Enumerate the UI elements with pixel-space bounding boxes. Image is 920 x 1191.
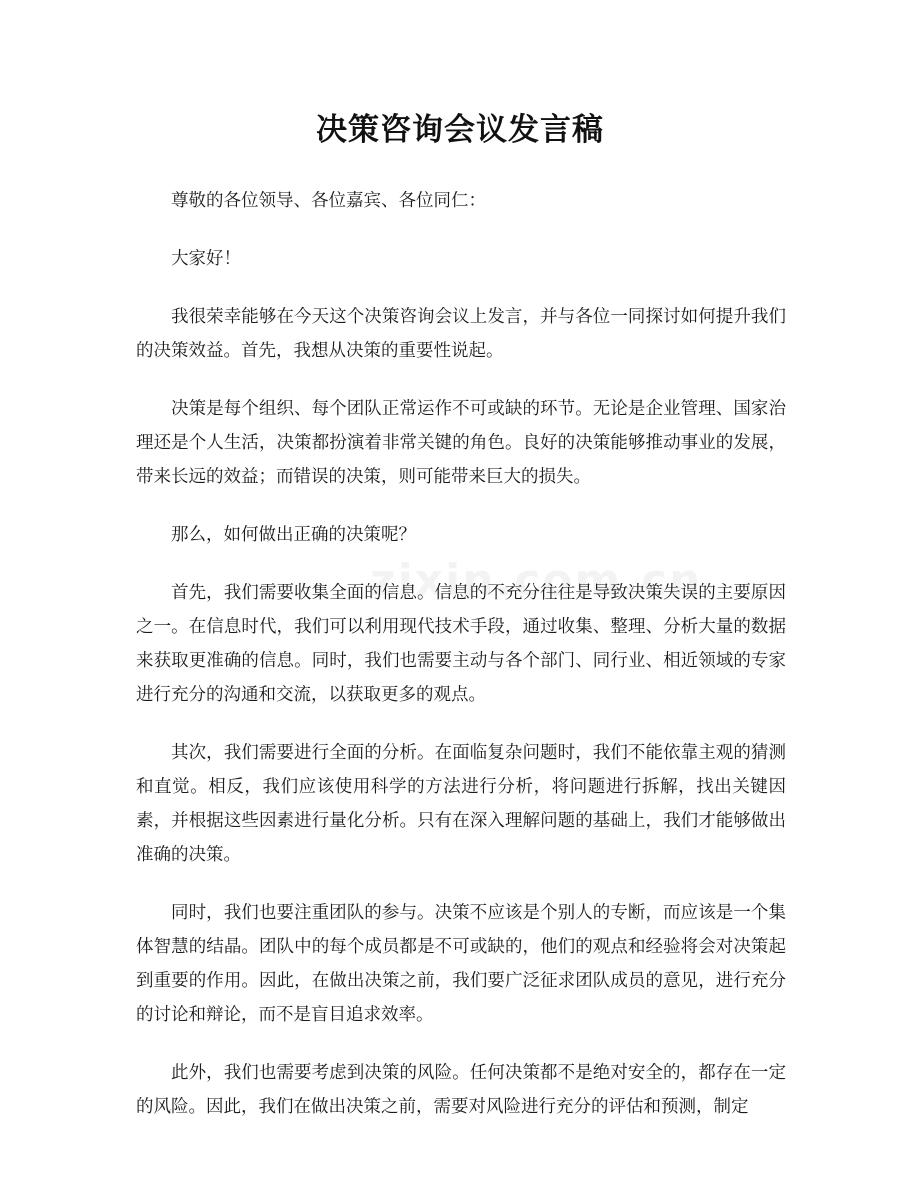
body-paragraph: 我很荣幸能够在今天这个决策咨询会议上发言，并与各位一同探讨如何提升我们的决策效益。首先，我想从决策的重要性说起。 <box>136 307 786 361</box>
body-paragraph: 此外，我们也需要考虑到决策的风险。任何决策都不是绝对安全的，都存在一定的风险。因此，我们在做出决策之前，需要对风险进行充分的评估和预测，制定 <box>136 1063 786 1117</box>
body-paragraph: 同时，我们也要注重团队的参与。决策不应该是个别人的专断，而应该是一个集体智慧的结晶。团队中的每个成员都是不可或缺的，他们的观点和经验将会对决策起到重要的作用。因此，在做出决策之前，我们要广泛征求团队成员的意见，进行充分的讨论和辩论，而不是盲目追求效率。 <box>136 903 786 1025</box>
document-title: 决策咨询会议发言稿 <box>316 112 604 148</box>
salutation-paragraph: 尊敬的各位领导、各位嘉宾、各位同仁： <box>171 191 486 211</box>
body-paragraph: 首先，我们需要收集全面的信息。信息的不充分往往是导致决策失误的主要原因之一。在信息时代，我们可以利用现代技术手段，通过收集、整理、分析大量的数据来获取更准确的信息。同时，我们也需要主动与各个部门、同行业、相近领域的专家进行充分的沟通和交流，以获取更多的观点。 <box>136 583 786 705</box>
greeting-paragraph: 大家好！ <box>171 249 241 269</box>
body-paragraph: 决策是每个组织、每个团队正常运作不可或缺的环节。无论是企业管理、国家治理还是个人生活，决策都扮演着非常关键的角色。良好的决策能够推动事业的发展，带来长远的效益；而错误的决策，则可能带来巨大的损失。 <box>136 399 786 487</box>
document-body <box>136 184 786 1148</box>
body-paragraph: 其次，我们需要进行全面的分析。在面临复杂问题时，我们不能依靠主观的猜测和直觉。相反，我们应该使用科学的方法进行分析，将问题进行拆解，找出关键因素，并根据这些因素进行量化分析。只有在深入理解问题的基础上，我们才能够做出准确的决策。 <box>136 743 786 865</box>
body-paragraph: 那么，如何做出正确的决策呢？ <box>171 525 416 545</box>
